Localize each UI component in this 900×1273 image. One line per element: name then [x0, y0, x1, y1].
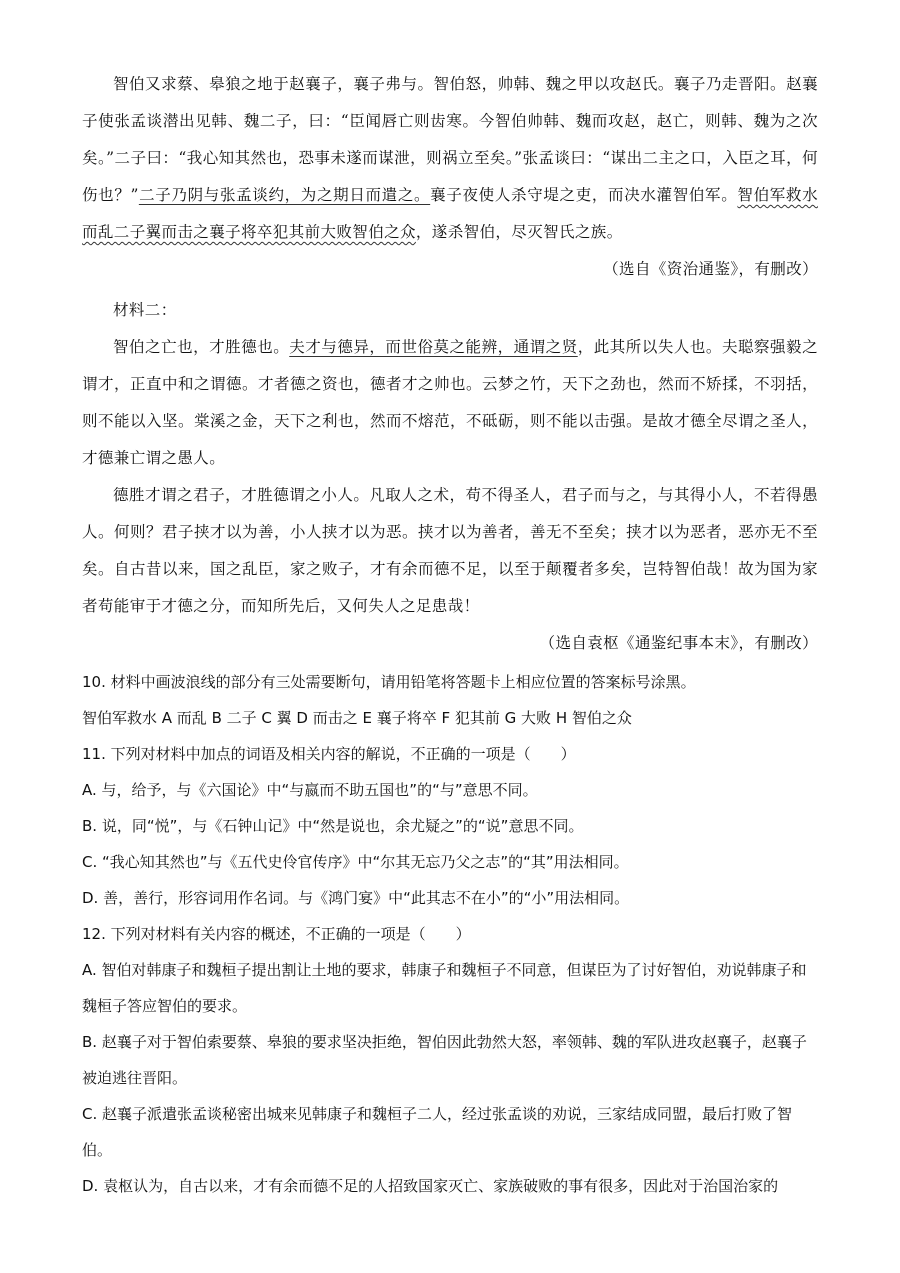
material1-text-after: ，遂杀智伯，尽灭智氏之族。: [415, 223, 623, 241]
material2-label: 材料二：: [113, 301, 177, 319]
question-11-stem: 11. 下列对材料中加点的词语及相关内容的解说，不正确的一项是（ ）: [82, 745, 576, 763]
question-12-stem: 12. 下列对材料有关内容的概述，不正确的一项是（ ）: [82, 925, 471, 943]
material2-paragraph-1: [82, 329, 818, 477]
material2-underlined-text: 夫才与德异，而世俗莫之能辨，通谓之贤: [289, 338, 578, 356]
question-12-option-c: C. 赵襄子派遣张孟谈秘密出城来见韩康子和魏桓子二人，经过张孟谈的劝说，三家结成同盟，最后打败了智伯。: [82, 1105, 793, 1159]
question-12-option-d: D. 袁枢认为，自古以来，才有余而德不足的人招致国家灭亡、家族破败的事有很多，因此对于治国治家的: [82, 1177, 779, 1195]
material1-text-before: 智伯又求蔡、皋狼之地于赵襄子，襄子弗与。智伯怒，帅韩、魏之甲以攻赵氏。襄子乃走晋阳。赵襄子使张孟谈潜出见韩、魏二子，曰：“臣闻唇亡则齿寒。今智伯帅韩、魏而攻赵，赵亡，则韩、魏为之次矣。”二子曰：“我心知其然也，恐事未遂而谋泄，则祸立至矣。”张孟谈曰：“谋出二主之口，入臣之耳，何伤也？”: [82, 75, 818, 204]
material2-text-after: ，此其所以失人也。夫聪察强毅之谓才，正直中和之谓德。才者德之资也，德者才之帅也。云梦之竹，天下之劲也，然而不矫揉，不羽括，则不能以入坚。棠溪之金，天下之利也，然而不熔范，不砥砺，则不能以击强。是故才德全尽谓之圣人，才德兼亡谓之愚人。: [82, 338, 818, 467]
material1-source: （选自《资治通鉴》，有删改）: [603, 260, 818, 278]
question-12-option-a: A. 智伯对韩康子和魏桓子提出割让土地的要求，韩康子和魏桓子不同意，但谋臣为了讨好智伯，劝说韩康子和魏桓子答应智伯的要求。: [82, 961, 807, 1015]
question-11-option-b: B. 说，同“悦”，与《石钟山记》中“然是说也，余尤疑之”的“说”意思不同。: [82, 817, 584, 835]
material1-wavy-text: 智伯军救水而乱二子翼而击之襄子将卒犯其前大败智伯之众: [82, 186, 818, 241]
question-11-option-c: C. “我心知其然也”与《五代史伶官传序》中“尔其无忘乃父之志”的“其”用法相同。: [82, 853, 629, 871]
question-11-option-a: A. 与，给予，与《六国论》中“与嬴而不助五国也”的“与”意思不同。: [82, 781, 538, 799]
question-10-line: 智伯军救水 A 而乱 B 二子 C 翼 D 而击之 E 襄子将卒 F 犯其前 G 大败 H 智伯之众: [82, 709, 632, 727]
material2-source: （选自袁枢《通鉴纪事本末》，有删改）: [539, 634, 818, 652]
material2-paragraph-2: 德胜才谓之君子，才胜德谓之小人。凡取人之术，苟不得圣人，君子而与之，与其得小人，不若得愚人。何则？君子挟才以为善，小人挟才以为恶。挟才以为善者，善无不至矣；挟才以为恶者，恶亦无不至矣。自古昔以来，国之乱臣，家之败子，才有余而德不足，以至于颠覆者多矣，岂特智伯哉！故为国为家者苟能审于才德之分，而知所先后，又何失人之足患哉！: [82, 486, 818, 615]
material1-paragraph: [82, 66, 818, 251]
material2-text-before: 智伯之亡也，才胜德也。: [113, 338, 290, 356]
question-10-stem: 10. 材料中画波浪线的部分有三处需要断句，请用铅笔将答题卡上相应位置的答案标号涂黑。: [82, 673, 696, 691]
material1-underlined-text: 二子乃阴与张孟谈约，为之期日而遣之。: [138, 186, 431, 204]
material1-text-mid: 襄子夜使人杀守堤之吏，而决水灌智伯军。: [430, 186, 738, 204]
question-12-option-b: B. 赵襄子对于智伯索要蔡、皋狼的要求坚决拒绝，智伯因此勃然大怒，率领韩、魏的军队进攻赵襄子，赵襄子被迫逃往晋阳。: [82, 1033, 807, 1087]
question-11-option-d: D. 善，善行，形容词用作名词。与《鸿门宴》中“此其志不在小”的“小”用法相同。: [82, 889, 630, 907]
